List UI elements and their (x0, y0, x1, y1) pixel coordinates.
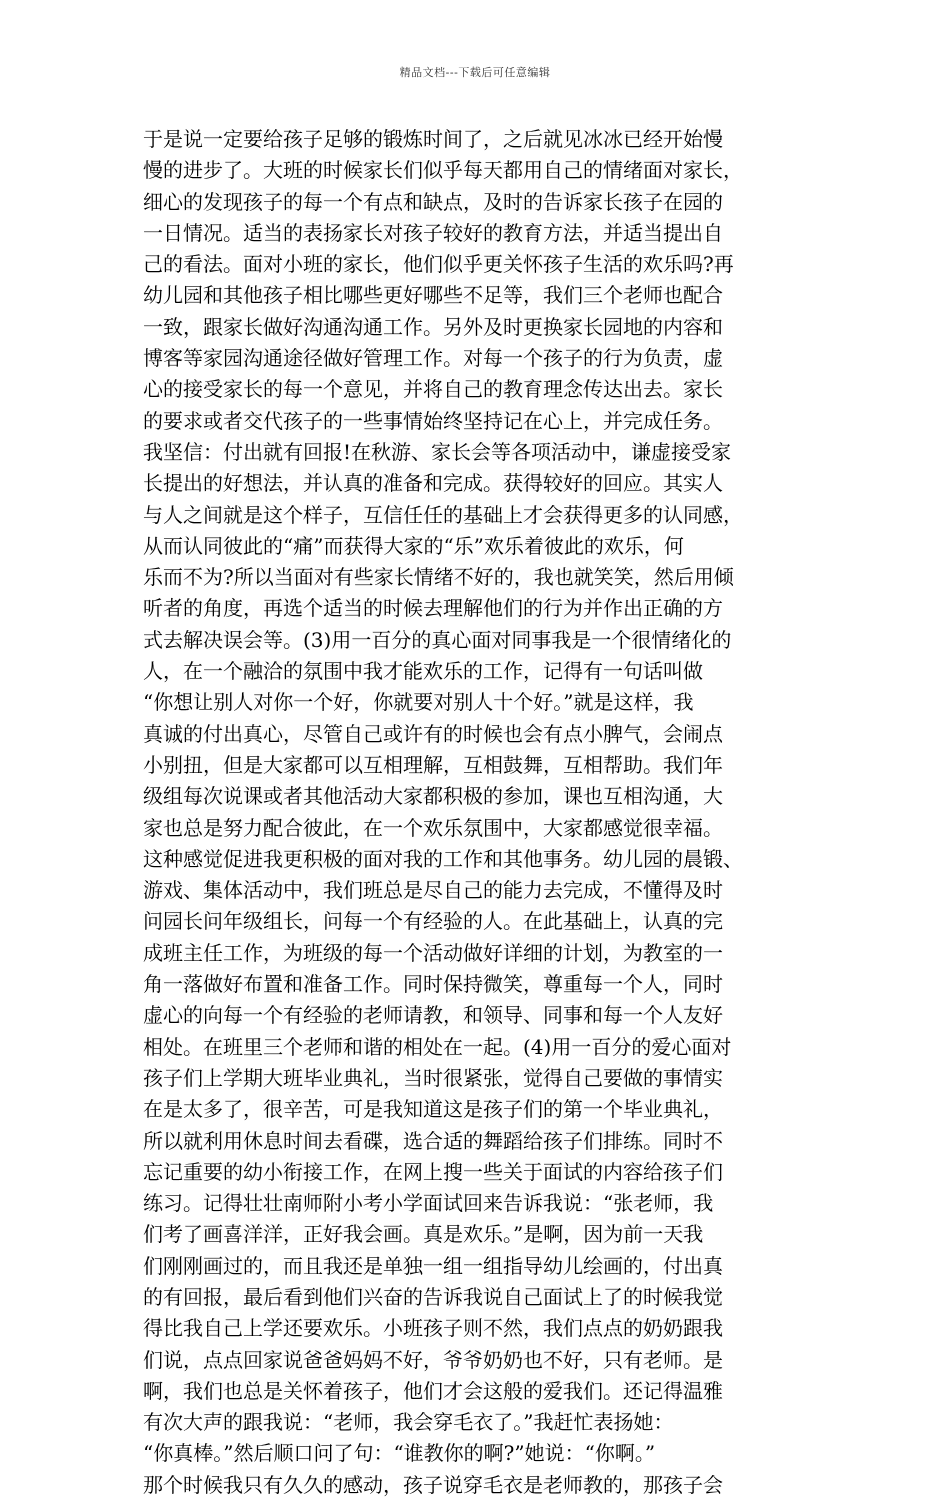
text-line: 式去解决误会等。(3)用一百分的真心面对同事我是一个很情绪化的 (143, 627, 732, 652)
text-line: 级组每次说课或者其他活动大家都积极的参加，课也互相沟通，大 (143, 784, 723, 809)
text-line: 角一落做好布置和准备工作。同时保持微笑，尊重每一个人，同时 (143, 972, 723, 997)
text-line: 相处。在班里三个老师和谐的相处在一起。(4)用一百分的爱心面对 (143, 1034, 732, 1059)
text-line: 一日情况。适当的表扬家长对孩子较好的教育方法，并适当提出自 (143, 220, 723, 245)
text-line: 一致，跟家长做好沟通沟通工作。另外及时更换家长园地的内容和 (143, 314, 723, 339)
text-line: 真诚的付出真心，尽管自己或许有的时候也会有点小脾气，会闹点 (143, 721, 723, 746)
text-line: 乐而不为?所以当面对有些家长情绪不好的，我也就笑笑，然后用倾 (143, 565, 734, 590)
text-line: 练习。记得壮壮南师附小考小学面试回来告诉我说：“张老师，我 (143, 1191, 714, 1216)
body-text (143, 124, 808, 1501)
text-line: 问园长问年级组长，问每一个有经验的人。在此基础上，认真的完 (143, 909, 723, 934)
text-line: 在是太多了，很辛苦，可是我知道这是孩子们的第一个毕业典礼， (143, 1097, 723, 1122)
text-line: 们考了画喜洋洋，正好我会画。真是欢乐。”是啊，因为前一天我 (143, 1222, 704, 1247)
text-line: 成班主任工作，为班级的每一个活动做好详细的计划，为教室的一 (143, 940, 723, 965)
text-line: 心的接受家长的每一个意见，并将自己的教育理念传达出去。家长 (143, 377, 723, 402)
text-line: “你真棒。”然后顺口问了句：“谁教你的啊?”她说：“你啊。” (143, 1441, 656, 1466)
text-line: 游戏、集体活动中，我们班总是尽自己的能力去完成，不懂得及时 (143, 878, 723, 903)
text-line: 的有回报，最后看到他们兴奋的告诉我说自己面试上了的时候我觉 (143, 1284, 723, 1309)
text-line: 虚心的向每一个有经验的老师请教，和领导、同事和每一个人友好 (143, 1003, 723, 1028)
text-line: 这种感觉促进我更积极的面对我的工作和其他事务。幼儿园的晨锻、 (143, 846, 743, 871)
text-line: 听者的角度，再选个适当的时候去理解他们的行为并作出正确的方 (143, 596, 723, 621)
text-line: 长提出的好想法，并认真的准备和完成。获得较好的回应。其实人 (143, 471, 723, 496)
text-line: 小别扭，但是大家都可以互相理解，互相鼓舞，互相帮助。我们年 (143, 752, 723, 777)
text-line: 那个时候我只有久久的感动，孩子说穿毛衣是老师教的，那孩子会 (143, 1472, 723, 1497)
text-line: 孩子们上学期大班毕业典礼，当时很紧张，觉得自己要做的事情实 (143, 1065, 723, 1090)
text-line: 与人之间就是这个样子，互信任任的基础上才会获得更多的认同感， (143, 502, 743, 527)
text-line: 所以就利用休息时间去看碟，选合适的舞蹈给孩子们排练。同时不 (143, 1128, 723, 1153)
text-line: 们刚刚画过的，而且我还是单独一组一组指导幼儿绘画的，付出真 (143, 1253, 723, 1278)
text-line: 们说，点点回家说爸爸妈妈不好，爷爷奶奶也不好，只有老师。是 (143, 1347, 723, 1372)
text-line: 幼儿园和其他孩子相比哪些更好哪些不足等，我们三个老师也配合 (143, 283, 723, 308)
text-line: 我坚信：付出就有回报!在秋游、家长会等各项活动中，谦虚接受家 (143, 439, 732, 464)
page-header: 精品文档---下载后可任意编辑 (399, 66, 551, 79)
text-line: 于是说一定要给孩子足够的锻炼时间了，之后就见冰冰已经开始慢 (143, 127, 723, 151)
text-line: 的要求或者交代孩子的一些事情始终坚持记在心上，并完成任务。 (143, 408, 723, 433)
text-line: 有次大声的跟我说：“老师，我会穿毛衣了。”我赶忙表扬她： (143, 1410, 674, 1435)
text-line: 忘记重要的幼小衔接工作，在网上搜一些关于面试的内容给孩子们 (143, 1159, 723, 1184)
text-line: 家也总是努力配合彼此，在一个欢乐氛围中，大家都感觉很幸福。 (143, 815, 723, 840)
text-line: 从而认同彼此的“痛”而获得大家的“乐”欢乐着彼此的欢乐，何 (143, 533, 684, 558)
text-line: 啊，我们也总是关怀着孩子，他们才会这般的爱我们。还记得温雅 (143, 1378, 723, 1403)
text-line: 慢的进步了。大班的时候家长们似乎每天都用自己的情绪面对家长， (143, 158, 743, 183)
text-line: 得比我自己上学还要欢乐。小班孩子则不然，我们点点的奶奶跟我 (143, 1316, 723, 1341)
text-line: 博客等家园沟通途径做好管理工作。对每一个孩子的行为负责，虚 (143, 346, 723, 371)
text-line: 人，在一个融洽的氛围中我才能欢乐的工作，记得有一句话叫做 (143, 659, 703, 684)
text-line: 己的看法。面对小班的家长，他们似乎更关怀孩子生活的欢乐吗?再 (143, 252, 734, 277)
text-line: “你想让别人对你一个好，你就要对别人十个好。”就是这样，我 (143, 690, 694, 715)
text-line: 细心的发现孩子的每一个有点和缺点，及时的告诉家长孩子在园的 (143, 189, 723, 214)
